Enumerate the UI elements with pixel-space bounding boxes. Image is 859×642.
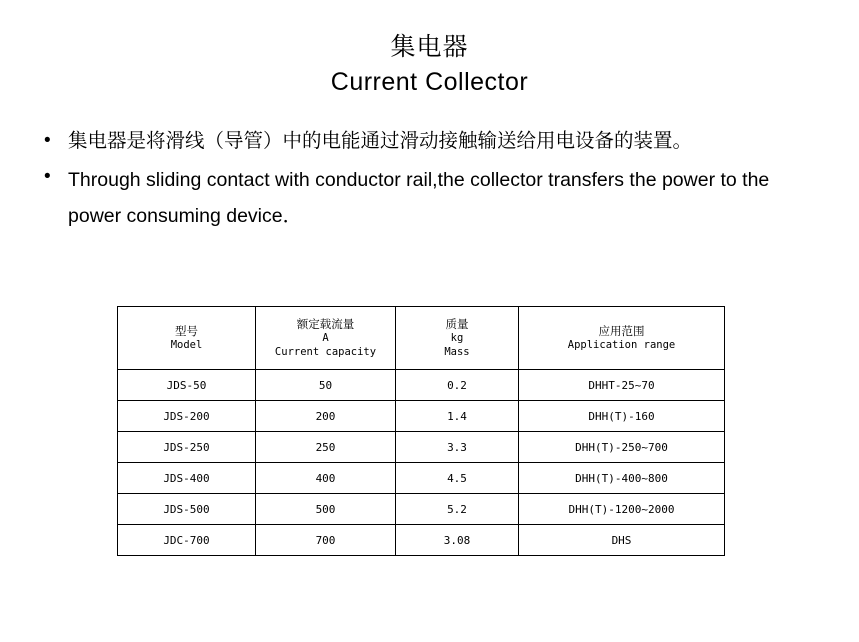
column-header-mass [396, 307, 519, 370]
table-row [118, 370, 725, 401]
cell-model: JDS-400 [118, 463, 256, 494]
column-header-capacity-unit: A [322, 332, 329, 344]
column-header-capacity-en: Current capacity [274, 346, 377, 358]
cell-capacity: 500 [256, 494, 396, 525]
cell-mass: 0.2 [396, 370, 519, 401]
column-header-mass-unit: kg [450, 332, 464, 344]
bullet-marker-icon: • [44, 166, 51, 187]
cell-model: JDS-50 [118, 370, 256, 401]
cell-model: JDS-200 [118, 401, 256, 432]
bullet-text-english: Through sliding contact with conductor rail,the collector transfers the power to the power consuming device． [68, 169, 770, 227]
column-header-capacity [256, 307, 396, 370]
cell-model: JDC-700 [118, 525, 256, 556]
list-item [44, 126, 819, 156]
cell-mass: 5.2 [396, 494, 519, 525]
cell-model: JDS-250 [118, 432, 256, 463]
bullet-text-chinese: 集电器是将滑线（导管）中的电能通过滑动接触输送给用电设备的装置。 [68, 129, 693, 152]
page-title-chinese: 集电器 [390, 32, 469, 61]
column-header-model-cn: 型号 [175, 324, 198, 338]
bullet-list [0, 126, 859, 234]
cell-range: DHH(T)-160 [519, 401, 725, 432]
cell-capacity: 700 [256, 525, 396, 556]
cell-range: DHH(T)-250~700 [519, 432, 725, 463]
column-header-mass-cn: 质量 [445, 317, 469, 331]
bullet-marker-icon: • [44, 130, 51, 151]
cell-range: DHH(T)-1200~2000 [519, 494, 725, 525]
table-row [118, 463, 725, 494]
page-title [0, 0, 859, 100]
column-header-range-cn: 应用范围 [598, 324, 645, 338]
table-header-row [118, 307, 725, 370]
column-header-capacity-cn: 额定载流量 [296, 317, 355, 331]
cell-mass: 3.3 [396, 432, 519, 463]
table-body [118, 370, 725, 556]
cell-capacity: 200 [256, 401, 396, 432]
cell-capacity: 250 [256, 432, 396, 463]
list-item [44, 162, 819, 234]
cell-capacity: 400 [256, 463, 396, 494]
cell-range: DHH(T)-400~800 [519, 463, 725, 494]
cell-capacity: 50 [256, 370, 396, 401]
cell-model: JDS-500 [118, 494, 256, 525]
table-row [118, 525, 725, 556]
table-row [118, 494, 725, 525]
column-header-mass-en: Mass [444, 346, 470, 358]
cell-range: DHHT-25~70 [519, 370, 725, 401]
cell-mass: 4.5 [396, 463, 519, 494]
cell-mass: 3.08 [396, 525, 519, 556]
column-header-model-en: Model [170, 339, 203, 351]
cell-mass: 1.4 [396, 401, 519, 432]
spec-table [117, 306, 725, 556]
table-header [118, 307, 725, 370]
cell-range: DHS [519, 525, 725, 556]
column-header-range-en: Application range [567, 339, 676, 351]
table-row [118, 432, 725, 463]
table-row [118, 401, 725, 432]
column-header-model [118, 307, 256, 370]
page-title-english: Current Collector [330, 68, 529, 96]
column-header-range [519, 307, 725, 370]
